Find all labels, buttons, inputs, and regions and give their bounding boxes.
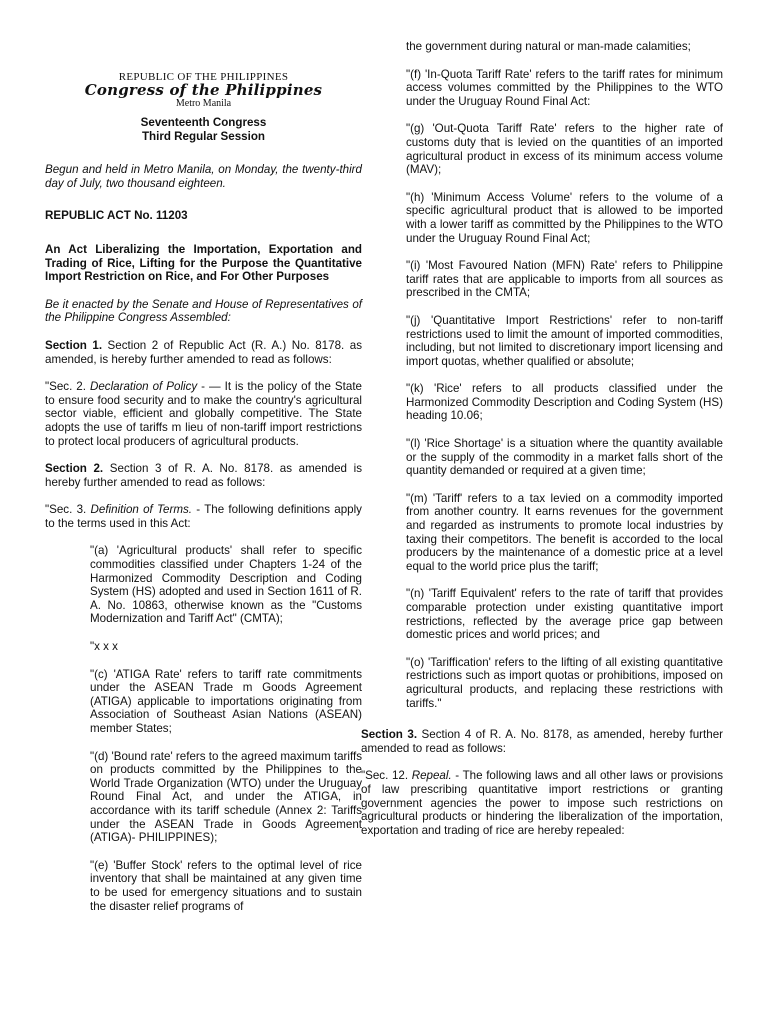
section-3 [361,728,723,755]
act-number: REPUBLIC ACT No. 11203 [45,209,188,223]
begun-statement: Begun and held in Metro Manila, on Monday, the twenty-third day of July, two thousand eighteen. [45,163,362,190]
sec-12-title: Repeal. [411,769,452,783]
right-column [361,40,724,837]
definition-h: "(h) 'Minimum Access Volume' refers to the volume of a specific agricultural product that is allowed to be imported with a lower tariff as committed by the Philippines to the WTO under the Uruguay Round Final Act; [406,190,723,245]
section-2 [45,462,362,489]
section-1-text: Section 2 of Republic Act (R. A.) No. 8178. as amended, is hereby further amended to read as follows: [45,338,362,366]
sec-3-text: - The following definitions apply to the terms used in this Act: [45,503,362,530]
sec-2-text: - — It is the policy of the State to ensure food security and to make the country's agricultural sector viable, efficient and globally competitive. The State adopts the use of tariffs m lieu of non-tariff import restrictions to protect local producers of agricultural products. [45,380,362,448]
congress-number: Seventeenth Congress [140,116,267,129]
sec-3-prefix: "Sec. 3. [45,503,91,517]
definition-e-continued: the government during natural or man-made calamities; [406,40,691,53]
definition-c: "(c) 'ATIGA Rate' refers to tariff rate commitments under the ASEAN Trade m Goods Agreement (ATIGA) applicable to importations originating from Association of Southeast Asian Nations (ASEAN) member States; [90,667,362,735]
definition-f: "(f) 'In-Quota Tariff Rate' refers to the tariff rates for minimum access volumes committed by the Philippines to the WTO under the Uruguay Round Final Act: [406,67,723,108]
sec-3-title: Definition of Terms. [90,503,193,517]
republic-heading: REPUBLIC OF THE PHILIPPINES [118,71,289,83]
definition-a: "(a) 'Agricultural products' shall refer to specific commodities classified under Chapters 1-24 of the Harmonized Commodity Description and Coding System (HS) adopted and used in Section 1611 of R. A. No. 10863, otherwise known as the "Customs Modernization and Tariff Act" (CMTA); [90,544,362,626]
congress-heading: Congress of the Philippines [84,81,323,99]
definition-j: "(j) 'Quantitative Import Restrictions' refer to non-tariff restrictions used to limit the amount of imported commodities, including, but not limited to discretionary import licensing and import quotas, whether qualified or absolute; [406,313,723,368]
act-title: An Act Liberalizing the Importation, Exportation and Trading of Rice, Lifting for the Purpose the Quantitative Import Restriction on Rice, and For Other Purposes [45,242,362,284]
definition-i: "(i) 'Most Favoured Nation (MFN) Rate' refers to Philippine tariff rates that are applicable to imports from all sources as prescribed in the CMTA; [406,259,723,300]
definition-n: "(n) 'Tariff Equivalent' refers to the rate of tariff that provides comparable protection under existing quantitative import restrictions, reflected by the average price gap between domestic prices and world prices; and [406,587,723,642]
sec-12-prefix: "Sec. 12. [361,769,412,783]
sec-2-title: Declaration of Policy [89,380,198,394]
section-2-text: Section 3 of R. A. No. 8178. as amended is hereby further amended to read as follows: [45,462,362,489]
definition-d: "(d) 'Bound rate' refers to the agreed maximum tariffs on products committed by the Philippines to the World Trade Organization (WTO) under the Uruguay Round Final Act, and under the ATIGA, in accordance with its tariff schedule (Annex 2: Tariffs under the ASEAN Trade in Goods Agreement (ATIGA)- PHILIPPINES); [90,749,362,845]
section-3-text: Section 4 of R. A. No. 8178, as amended, hereby further amended to read as follows: [361,728,724,755]
location-heading: Metro Manila [175,98,232,109]
enacting-clause: Be it enacted by the Senate and House of Representatives of the Philippine Congress Assembled: [45,297,362,325]
session-number: Third Regular Session [141,129,266,143]
government-header [45,71,362,109]
session-heading [45,116,362,143]
section-2-label: Section 2. [45,462,104,476]
sec-2-paragraph [45,380,362,448]
definition-m: "(m) 'Tariff' refers to a tax levied on a commodity imported from another country. It earns revenues for the government and regarded as instruments to promote local industries by taxing their competitors. The benefit is accorded to the local producers by the maintenance of a domestic price at a level equal to the world price plus the tariff; [406,491,723,573]
sec-3-paragraph [45,503,362,530]
definition-e: "(e) 'Buffer Stock' refers to the optimal level of rice inventory that shall be maintained at any given time to be used for emergency situations and to sustain the disaster relief programs of [90,858,362,913]
section-1 [45,339,362,366]
section-3-label: Section 3. [361,728,418,742]
left-column [45,0,362,913]
sec-2-prefix: "Sec. 2. [45,380,90,394]
sec-12-text: - The following laws and all other laws or provisions of law prescribing quantitative import restrictions or granting government agencies the power to impose such restrictions on agricultural products or hindering the liberalization of the importation, exportation and trading of rice are hereby repealed: [361,769,723,837]
definition-k: "(k) 'Rice' refers to all products classified under the Harmonized Commodity Description and Coding System (HS) heading 10.06; [406,382,724,423]
definition-g: "(g) 'Out-Quota Tariff Rate' refers to the higher rate of customs duty that is levied on the quantities of an imported agricultural product in excess of its minimum access volume (MAV); [406,122,723,177]
definition-l: "(l) 'Rice Shortage' is a situation where the quantity available or the supply of the commodity in a market falls short of the quantity demanded or required at a given time; [406,437,723,478]
definition-omitted: "x x x [90,640,118,654]
definition-o: "(o) 'Tariffication' refers to the lifting of all existing quantitative restrictions such as import quotas or prohibitions, imposed on agricultural products, and replacing these restrictions with tariffs." [406,655,723,710]
section-1-label: Section 1. [45,338,103,352]
sec-12-paragraph [361,769,723,837]
